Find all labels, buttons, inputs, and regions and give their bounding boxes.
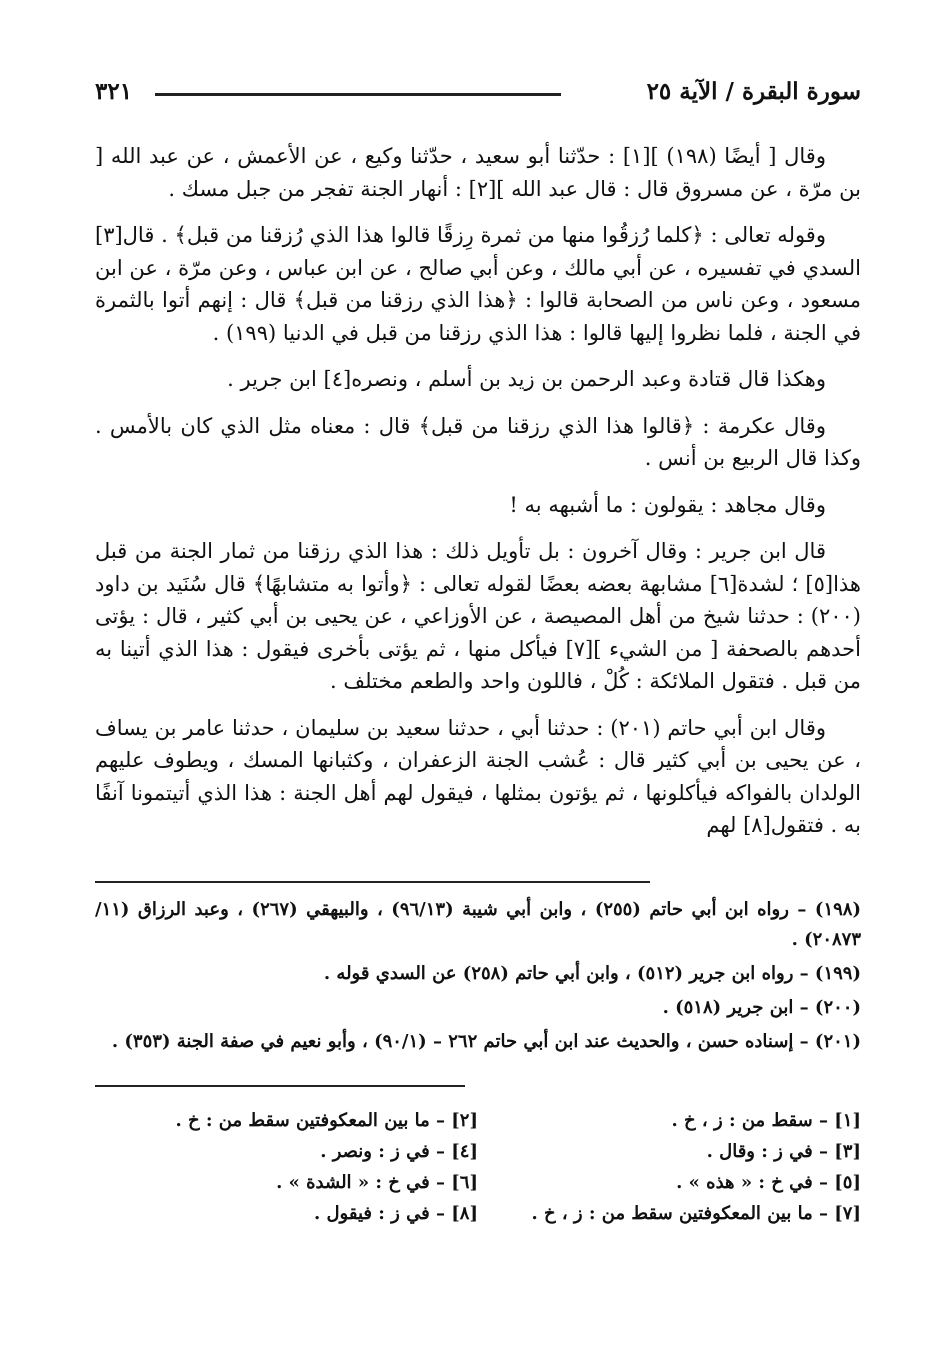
paragraph: وقال ابن أبي حاتم (٢٠١) : حدثنا أبي ، حدثنا سعيد بن سليمان ، حدثنا عامر بن يساف ، عن يحيى بن أبي كثير قال : عُشب الجنة الزعفران ، وكثبانها المسك ، ويطوف عليهم الولدان بالفواكه فيأكلونها ، ثم يؤتون بمثلها ، فيقول لهم أهل الجنة : هذا الذي أتيتمونا آنفًا به . فتقول[٨] لهم: [95, 715, 861, 837]
variant-row: [95, 1167, 861, 1198]
page-number: ٣٢١: [95, 78, 133, 105]
page-header: [95, 78, 861, 118]
footnote: (٢٠١) – إسناده حسن ، والحديث عند ابن أبي حاتم ٢٦٢ – (٩٠/١) ، وأبو نعيم في صفة الجنة (٣٥٣) .: [111, 1031, 861, 1052]
footnote-separator: [95, 881, 650, 883]
paragraph: وقوله تعالى : ﴿كلما رُزقُوا منها من ثمرة رِزقًا قالوا هذا الذي رُزقنا من قبل﴾ . قال[٣] السدي في تفسيره ، عن أبي مالك ، وعن أبي صالح ، عن ابن عباس ، وعن مرّة ، عن ابن مسعود ، وعن ناس من الصحابة قالوا : ﴿هذا الذي رزقنا من قبل﴾ قال : إنهم أتوا بالثمرة في الجنة ، فلما نظروا إليها قالوا : هذا الذي رزقنا من قبل في الدنيا (١٩٩) .: [95, 223, 861, 345]
paragraph: وقال عكرمة : ﴿قالوا هذا الذي رزقنا من قبل﴾ قال : معناه مثل الذي كان بالأمس . وكذا قال الربيع بن أنس .: [95, 413, 861, 470]
surah-title: سورة البقرة / الآية ٢٥: [646, 78, 861, 105]
variant-note: [٤] – في ز : ونصر .: [320, 1141, 478, 1162]
footnote: (١٩٨) – رواه ابن أبي حاتم (٢٥٥) ، وابن أبي شيبة (٩٦/١٣) ، والبيهقي (٢٦٧) ، وعبد الرزاق (١١/ ٢٠٨٧٣) .: [95, 899, 861, 950]
variant-row: [95, 1198, 861, 1229]
variant-note: [٥] – في خ : « هذه » .: [676, 1172, 861, 1193]
paragraph: وهكذا قال قتادة وعبد الرحمن بن زيد بن أسلم ، ونصره[٤] ابن جرير .: [227, 367, 826, 391]
main-text: [95, 140, 861, 856]
manuscript-variants: [95, 1105, 861, 1229]
variants-separator: [95, 1085, 465, 1087]
variant-row: [95, 1136, 861, 1167]
paragraph: وقال [ أيضًا (١٩٨) ][١] : حدّثنا أبو سعيد ، حدّثنا وكيع ، عن الأعمش ، عن عبد الله [ بن مرّة ، عن مسروق قال : قال عبد الله ][٢] : أنهار الجنة تفجر من جبل مسك .: [95, 144, 861, 201]
header-rule: [155, 93, 561, 96]
footnote: (٢٠٠) – ابن جرير (٥١٨) .: [662, 997, 861, 1018]
variant-note: [٣] – في ز : وقال .: [706, 1141, 861, 1162]
variant-note: [٦] – في خ : « الشدة » .: [276, 1172, 478, 1193]
variant-note: [١] – سقط من : ز ، خ .: [671, 1110, 861, 1131]
footnote: (١٩٩) – رواه ابن جرير (٥١٢) ، وابن أبي حاتم (٢٥٨) عن السدي قوله .: [323, 963, 861, 984]
paragraph: وقال مجاهد : يقولون : ما أشبهه به !: [509, 492, 826, 517]
footnotes: [95, 895, 861, 1061]
paragraph: قال ابن جرير : وقال آخرون : بل تأويل ذلك : هذا الذي رزقنا من ثمار الجنة من قبل هذا[٥] ؛ لشدة[٦] مشابهة بعضه بعضًا لقوله تعالى : ﴿وأتوا به متشابهًا﴾ قال سُنَيد بن داود (٢٠٠) : حدثنا شيخ من أهل المصيصة ، عن الأوزاعي ، عن يحيى بن أبي كثير ، قال : يؤتى أحدهم بالصحفة [ من الشيء ][٧] فيأكل منها ، ثم يؤتى بأخرى فيقول : هذا الذي أتينا به من قبل . فتقول الملائكة : كُلْ ، فاللون واحد والطعم مختلف .: [95, 539, 861, 693]
variant-note: [٢] – ما بين المعكوفتين سقط من : خ .: [175, 1110, 478, 1131]
variant-row: [95, 1105, 861, 1136]
variant-note: [٨] – في ز : فيقول .: [313, 1203, 478, 1224]
variant-note: [٧] – ما بين المعكوفتين سقط من : ز ، خ .: [531, 1203, 861, 1224]
